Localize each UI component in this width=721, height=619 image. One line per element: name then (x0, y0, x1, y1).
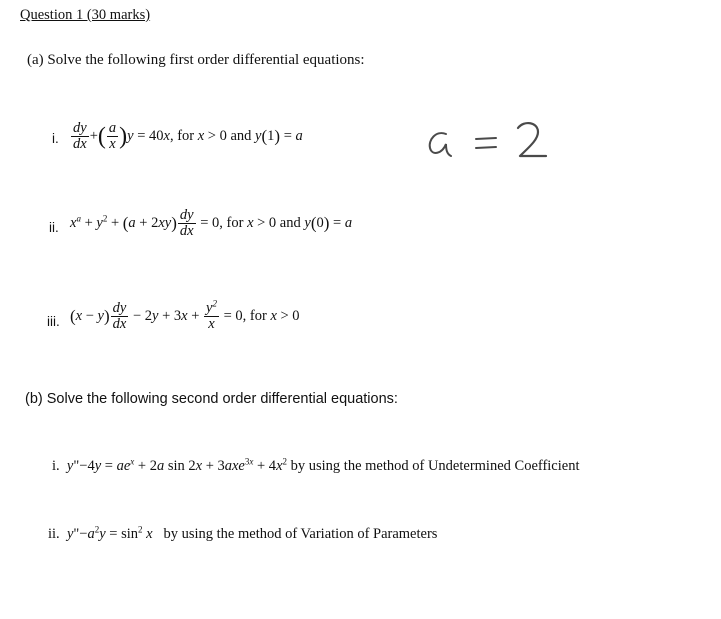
part-a-item-3-numeral: iii. (47, 314, 60, 329)
part-a-item-2-numeral: ii. (49, 220, 59, 235)
part-b-item-1-method: by using the method of Undetermined Coefficient (290, 458, 580, 474)
part-b-item-2-numeral: ii. (48, 526, 60, 542)
part-b-item-1-equation: y"−4y = $ae^x + 2a$ $\sin 2x + 3axe^{3x} + 4x^2$ (66, 456, 287, 474)
part-b-title: (b) Solve the following second order differential equations: (25, 391, 398, 407)
question-heading: Question 1 (30 marks) (20, 7, 151, 23)
part-b-item-1 (52, 458, 580, 475)
part-b-item-2-method: by using the method of Variation of Parameters (163, 526, 438, 542)
part-a-title: (a) Solve the following first order differential equations: (27, 52, 365, 68)
part-a-item-1-numeral: i. (52, 131, 59, 146)
part-b-item-2-equation: $y"-a^2y = \sin^2 x$ (66, 524, 153, 542)
part-a-item-3-equation: (x − y) $\frac{dy}{dx}$ − 2y + 3x + $\frac{y^2}{x}$ = 0, for x > 0 (70, 298, 300, 333)
part-b-item-1-numeral: i. (52, 458, 60, 474)
part-a-item-1-equation: $\frac{dy}{dx}$ +( $\frac{a}{x}$ )y = 40x, for x > 0 and y(1) = a (73, 120, 303, 153)
part-b-item-2 (48, 526, 437, 543)
handwritten-a-equals-2 (424, 118, 554, 163)
part-a-item-2-equation: $x^a + y^2 + (a + 2xy)$ $\frac{dy}{dx}$ = 0, for x > 0 and y(0) = a (70, 207, 353, 240)
